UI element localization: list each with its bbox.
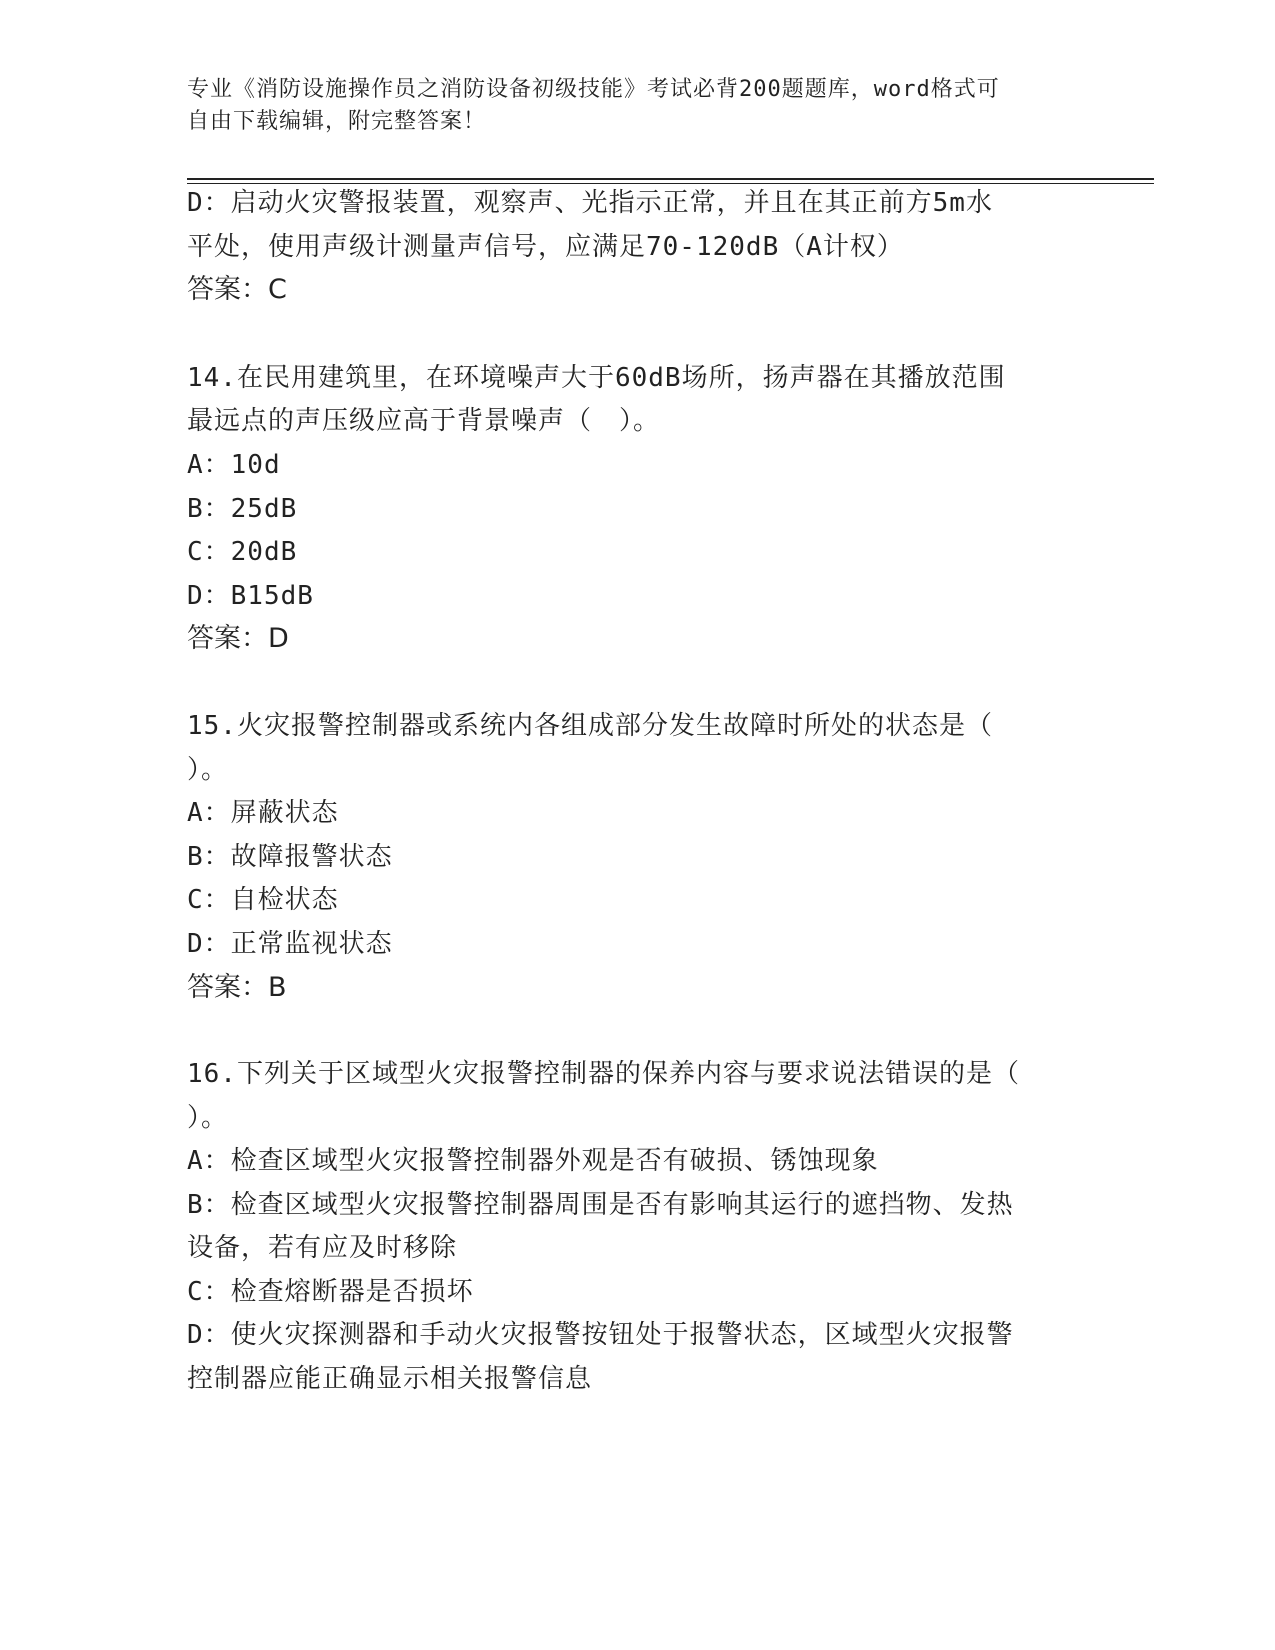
q15-option-d: D：正常监视状态 bbox=[187, 929, 393, 959]
q15-option-c: C：自检状态 bbox=[187, 885, 339, 915]
q16-stem-line-1: 16.下列关于区域型火灾报警控制器的保养内容与要求说法错误的是（ bbox=[187, 1059, 1020, 1089]
q14-answer: 答案：D bbox=[187, 623, 289, 654]
q15-answer: 答案：B bbox=[187, 972, 287, 1003]
prev-option-d-line-1: D：启动火灾警报装置，观察声、光指示正常，并且在其正前方5m水 bbox=[187, 188, 993, 218]
q14-option-b: B：25dB bbox=[187, 494, 298, 524]
q14-option-a: A：10d bbox=[187, 450, 281, 480]
q15-option-a: A：屏蔽状态 bbox=[187, 798, 339, 828]
q15-stem-line-1: 15.火灾报警控制器或系统内各组成部分发生故障时所处的状态是（ bbox=[187, 711, 993, 741]
q14-option-c: C：20dB bbox=[187, 537, 298, 567]
q16-option-c: C：检查熔断器是否损坏 bbox=[187, 1277, 474, 1307]
q16-stem-line-2: ）。 bbox=[187, 1103, 229, 1133]
q15-option-b: B：故障报警状态 bbox=[187, 842, 393, 872]
q16-option-d-line-2: 控制器应能正确显示相关报警信息 bbox=[187, 1364, 593, 1394]
prev-answer: 答案：C bbox=[187, 274, 287, 305]
prev-option-d-line-2: 平处，使用声级计测量声信号，应满足70-120dB（A计权） bbox=[187, 232, 904, 262]
document-header bbox=[187, 74, 1087, 138]
header-title-line-2: 自由下载编辑，附完整答案！ bbox=[187, 109, 487, 134]
q16-option-a: A：检查区域型火灾报警控制器外观是否有破损、锈蚀现象 bbox=[187, 1146, 879, 1176]
q15-stem-line-2: ）。 bbox=[187, 755, 229, 785]
q14-option-d: D：B15dB bbox=[187, 581, 314, 611]
q14-stem-line-1: 14.在民用建筑里，在环境噪声大于60dB场所，扬声器在其播放范围 bbox=[187, 363, 1006, 393]
q16-option-b-line-1: B：检查区域型火灾报警控制器周围是否有影响其运行的遮挡物、发热 bbox=[187, 1190, 1014, 1220]
q16-option-b-line-2: 设备，若有应及时移除 bbox=[187, 1233, 458, 1263]
q14-stem-line-2: 最远点的声压级应高于背景噪声（ ）。 bbox=[187, 406, 661, 436]
header-title-line-1: 专业《消防设施操作员之消防设备初级技能》考试必背200题题库，word格式可 bbox=[187, 77, 1000, 102]
q16-option-d-line-1: D：使火灾探测器和手动火灾报警按钮处于报警状态，区域型火灾报警 bbox=[187, 1320, 1014, 1350]
